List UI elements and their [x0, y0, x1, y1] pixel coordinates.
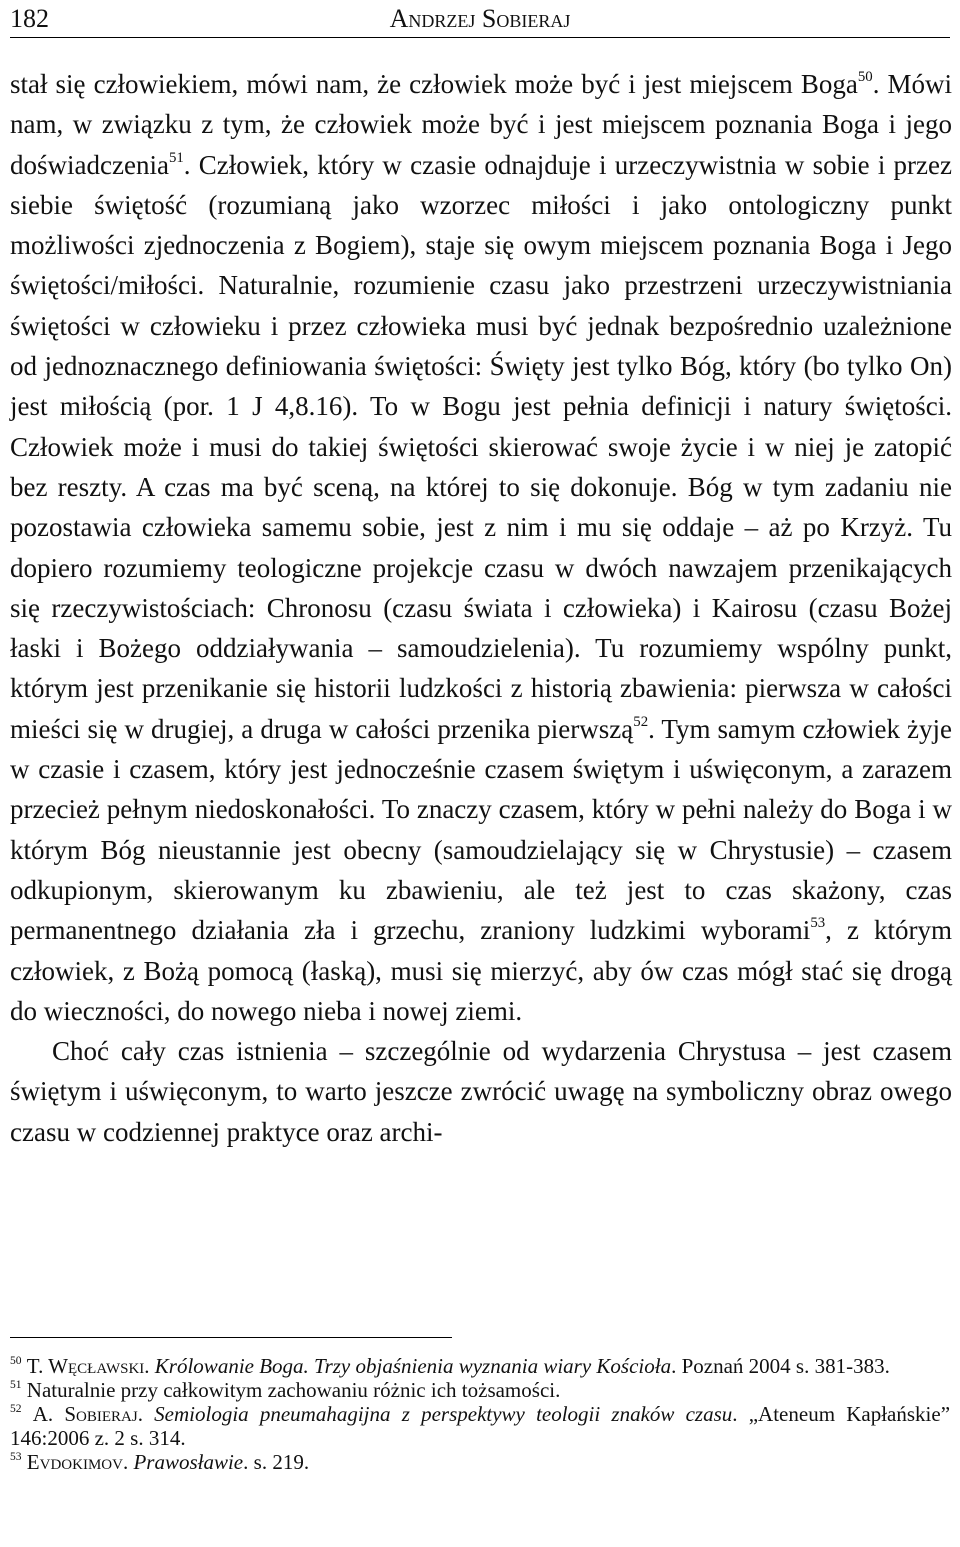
footnote-title: Prawosławie [133, 1450, 244, 1474]
footnote-ref-50: 50 [857, 69, 873, 86]
footnote-text: Naturalnie przy całkowitym zachowaniu różnic ich tożsamości. [26, 1378, 561, 1402]
footnote-52 [10, 1402, 950, 1450]
footnote-ref-52: 52 [633, 713, 649, 730]
paragraph-1-part-b: . Mówi nam, w związku z tym, że człowiek może być i jest miejscem poznania Boga i jego doświadczenia [10, 69, 952, 180]
running-head: Andrzej Sobieraj [389, 4, 571, 33]
footnote-title: Królowanie Boga. Trzy objaśnienia wyznania wiary Kościoła [154, 1354, 672, 1378]
footnote-number: 53 [10, 1450, 22, 1463]
paragraph-1-part-d: . Tym samym człowiek żyje w czasie i czasem, który jest jednocześnie czasem świętym i uświęconym, a zarazem przecież pełnym niedoskonałości. To znaczy czasem, który w pełni należy do Boga i w którym Bóg nieustannie jest obecny (samoudzielający się w Chrystusie) – czasem odkupionym, skierowanym ku zbawieniu, ale też jest to czas skażony, czas permanentnego działania zła i grzechu, zraniony ludzkimi wyborami [10, 713, 953, 946]
page-number: 182 [10, 4, 49, 33]
footnote-title: Semiologia pneumahagijna z perspektywy teologii znaków czasu [154, 1402, 733, 1426]
footnote-rest: . s. 219. [243, 1450, 310, 1474]
footnote-rule [10, 1337, 452, 1338]
paragraph-2: Choć cały czas istnienia – szczególnie od wydarzenia Chrystusa – jest czasem świętym i uświęconym, to warto jeszcze zwrócić uwagę na symboliczny obraz owego czasu w codziennej praktyce oraz archi- [10, 1036, 952, 1147]
footnote-author: Evdokimov. [26, 1450, 129, 1474]
footnote-51 [10, 1378, 950, 1402]
paragraph-1-part-a: stał się człowiekiem, mówi nam, że człowiek może być i jest miejscem Boga [10, 69, 858, 99]
paragraph-1 [10, 64, 952, 1031]
footnote-53 [10, 1450, 950, 1474]
footnotes [10, 1354, 950, 1474]
footnote-number: 50 [10, 1354, 22, 1367]
footnote-rest: . Poznań 2004 s. 381-383. [671, 1354, 890, 1378]
header-rule [10, 37, 950, 38]
footnote-50 [10, 1354, 950, 1378]
footnote-ref-53: 53 [810, 915, 826, 932]
paragraph-1-part-c: . Człowiek, który w czasie odnajduje i urzeczywistnia w sobie i przez siebie świętość (rozumianą jako wzorzec miłości i jako ontologiczny punkt możliwości zjednoczenia z Bogiem), staje się owym miejscem poznania Boga i Jego świętości/miłości. Naturalnie, rozumienie czasu jako przestrzeni urzeczywistniania świętości w człowieku i przez człowieka musi być jednak bezpośrednio uzależnione od jednoznacznego definiowania świętości: Święty jest tylko Bóg, który (bo tylko On) jest miłością (por. 1 J 4,8.16). To w Bogu jest pełnia definicji i natury świętości. Człowiek może i musi do takiej świętości skierować swoje życie i w niej je zatopić bez reszty. A czas ma być sceną, na której to się dokonuje. Bóg w tym zadaniu nie pozostawia człowieka samemu sobie, jest z nim i mu się oddaje – aż po Krzyż. Tu dopiero rozumiemy teologiczne projekcje czasu w dwóch nawzajem przenikających się rzeczywistościach: Chronosu (czasu świata i człowieka) i Kairosu (czasu Bożej łaski i Bożego oddziaływania – samoudzielenia). Tu rozumiemy wspólny punkt, którym jest przenikanie się historii ludzkości z historią zbawienia: pierwsza w całości mieści się w drugiej, a druga w całości przenika pierwszą [10, 149, 952, 744]
footnote-author: T. Węcławski. [26, 1354, 150, 1378]
footnote-number: 51 [10, 1378, 22, 1391]
footnote-ref-51: 51 [168, 149, 184, 166]
paragraph-1-part-e: , z którym człowiek, z Bożą pomocą (łaską), musi się mierzyć, aby ów czas mógł stać się drogą do wieczności, do nowego nieba i nowej ziemi. [10, 915, 952, 1026]
body-text [10, 64, 952, 1152]
footnote-number: 52 [10, 1402, 22, 1415]
page-header [10, 0, 950, 40]
footnote-author: A. Sobieraj. [32, 1402, 143, 1426]
footnote-rest: . „Ateneum Kapłańskie” 146:2006 z. 2 s. 314. [10, 1402, 951, 1450]
